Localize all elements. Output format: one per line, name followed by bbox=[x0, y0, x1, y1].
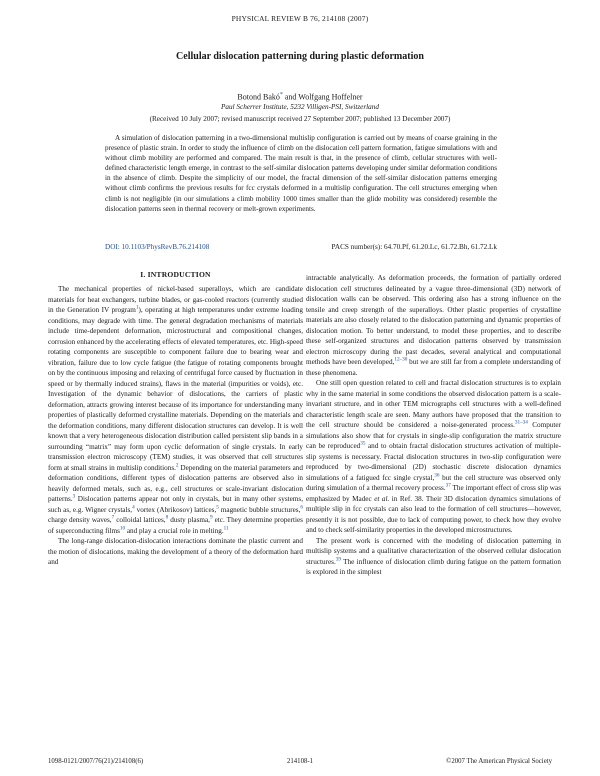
citation-link[interactable]: 8 bbox=[165, 514, 169, 521]
doi-link[interactable]: DOI: 10.1103/PhysRevB.76.214108 bbox=[105, 243, 210, 251]
right-column bbox=[306, 273, 561, 578]
article-title: Cellular dislocation patterning during plastic deformation bbox=[176, 51, 424, 62]
citation-link[interactable]: 10 bbox=[119, 525, 126, 532]
pacs-numbers: PACS number(s): 64.70.Pf, 61.20.Lc, 61.72.Bh, 61.72.Lk bbox=[331, 243, 497, 251]
footer-issn: 1098-0121/2007/76(21)/214108(6) bbox=[48, 758, 144, 765]
citation-link[interactable]: 35 bbox=[360, 440, 366, 447]
paragraph: The mechanical properties of nickel-based superalloys, which are candidate materials for heat exchangers, turbine blades, or gas-cooled reactors (currently studied in the Generation IV program$^1$), operating at high temperatures under extreme loading conditions, may degrade with time. The general degradation mechanisms of materials include time-dependent deformation, microstructural and compositional changes, corrosion enhanced by the accelerating effects of elevated temperatures, etc. High-speed rotating components are susceptible to component failure due to bearing wear and vibration, failure due to low cycle fatigue (the fatigue of rotating components brought on by the continuous imposing and relaxing of centrifugal force caused by fluctuation in speed or by thermally induced strains), flaws in the material (impurities or voids), etc. Investigation of the dynamic behavior of dislocations, the carriers of plastic deformation, attracts growing interest because of its importance for understanding many properties of plastically deformed crystalline materials. Depending on the materials and the deformation conditions, many different dislocation structures can develop. It is well known that a very heterogeneous dislocation distribution called persistent slip bands in a surrounding “matrix” may form upon cyclic deformation of single crystals. In early transmission electron microscopy (TEM) studies, it was observed that cell structures form at small strains in multislip conditions.$^2$ Depending on the material parameters and deformation conditions, different types of dislocation patterns are observed also in heavily deformed metals, such as, e.g., cell structures or scale-invariant dislocation patterns.$^3$ Dislocation patterns appear not only in crystals, but in many other systems, such as, e.g. Wigner crystals,$^4$ vortex (Abrikosov) lattices,$^5$ magnetic bubble structures,$^6$ charge density waves,$^7$ colloidal lattices,$^8$ dusty plasma,$^9$ etc. They determine properties of superconducting films$^{10}$ and play a crucial role in melting.$^{11}$ bbox=[48, 285, 303, 535]
page-footer bbox=[48, 758, 552, 765]
citation-link[interactable]: 39 bbox=[335, 556, 341, 563]
citation-link[interactable]: 3 bbox=[72, 493, 76, 500]
running-head: PHYSICAL REVIEW B 76, 214108 (2007) bbox=[231, 14, 369, 23]
citation-link[interactable]: 31–34 bbox=[514, 419, 528, 426]
citation-link[interactable]: 7 bbox=[111, 514, 115, 521]
citation-link[interactable]: 11 bbox=[223, 525, 229, 532]
author-1: Botond Bakó bbox=[237, 92, 280, 102]
footer-copyright: ©2007 The American Physical Society bbox=[446, 758, 552, 765]
citation-link[interactable]: 9 bbox=[209, 514, 213, 521]
paragraph: The long-range dislocation-dislocation interactions dominate the plastic current and the motion of dislocations, making the development of a theory of the deformation hard and bbox=[48, 537, 303, 566]
citation-link[interactable]: 5 bbox=[216, 504, 219, 511]
citation-link[interactable]: 36 bbox=[434, 472, 440, 479]
doi-pacs-line bbox=[105, 243, 497, 251]
paragraph: One still open question related to cell and fractal dislocation structures is to explain why in the same material in some conditions the observed dislocation pattern is a scale-invariant structure, and in other TEM micrographs cell structures with a well-defined characteristic length scale are seen. Many authors have proposed that the transition to the cell structure should be considered a noise-generated process.$^{31-34}$ Computer simulations also show that for crystals in single-slip configuration the matrix structure can be reproduced$^{35}$ and to obtain fractal dislocation structures activation of multiple-slip systems is necessary. Fractal dislocation structures in two-slip configuration were reproduced by two-dimensional (2D) stochastic discrete dislocation dynamics simulations of a fatigued fcc single crystal,$^{36}$ but the cell structure was observed only during simulation of a thermal recovery process.$^{37}$ The important effect of cross slip was emphasized by Madec et al. in Ref. 38. Their 3D dislocation dynamics simulations of multiple slip in fcc crystals can also lead to the formation of cell structures—however, presently it is not possible, due to lack of computing power, to check how they evolve and to check self-similarity properties in the developed microstructures. bbox=[306, 379, 562, 534]
author-2: and Wolfgang Hoffelner bbox=[282, 92, 363, 102]
paragraph: The present work is concerned with the modeling of dislocation patterning in multislip systems and a qualitative characterization of the observed cellular dislocation structures.$^{39}$ The influence of dislocation climb during fatigue on the pattern formation is explored in the simplest bbox=[306, 536, 561, 576]
section-heading: I. INTRODUCTION bbox=[140, 270, 211, 279]
citation-link[interactable]: 6 bbox=[300, 504, 303, 511]
affiliation: Paul Scherrer Institute, 5232 Villigen-PSI, Switzerland bbox=[221, 103, 379, 111]
left-column bbox=[48, 284, 303, 568]
footer-page-number: 214108-1 bbox=[286, 758, 314, 765]
citation-link[interactable]: 1 bbox=[135, 304, 139, 311]
citation-link[interactable]: 2 bbox=[175, 462, 179, 469]
authors bbox=[0, 92, 600, 102]
citation-link[interactable]: 4 bbox=[132, 504, 135, 511]
citation-link[interactable]: 37 bbox=[445, 482, 451, 489]
publication-history: (Received 10 July 2007; revised manuscript received 27 September 2007; published 13 December 2007) bbox=[149, 115, 451, 123]
abstract: A simulation of dislocation patterning in a two-dimensional multislip configuration is carried out by means of coarse graining in the presence of plastic strain. In order to study the influence of climb on the dislocation cell pattern formation, fatigue simulations with and without climb mobility are performed and compared. The main result is that, in the presence of climb, cellular structures with well-defined characteristic length emerge, in contrast to the self-similar dislocation patterns developing under similar deformation conditions in the absence of climb. Despite the simplicity of our model, the fractal dimension of the self-similar dislocation patterns emerging without climb confirms the previous results for fcc crystals deformed in a multislip configuration. The cell structures emerging when climb is not negligible (in our simulations a climb mobility 1000 times smaller than the glide mobility was considered) resemble the dislocation patterns seen in thermal recovery or melt-grown experiments. bbox=[105, 134, 497, 213]
paragraph: intractable analytically. As deformation proceeds, the formation of partially ordered dislocation cell structures delineated by a vague three-dimensional (3D) network of dislocation walls can be observed. This ordering also has a strong influence on the tensile and creep strength of the superalloys. Other plastic properties of crystalline materials are also closely related to the dislocation patterning and dynamic properties of dislocation motion. To better understand, to model these properties, and to describe these self-organized structures and dislocation patterns observed by transmission electron microscopy during the past decades, several analytical and computational methods have been developed,$^{12-30}$ but we are still far from a complete understanding of these phenomena. bbox=[306, 274, 561, 377]
author-footnote-link[interactable]: * bbox=[279, 92, 283, 98]
citation-link[interactable]: 12–30 bbox=[394, 356, 408, 363]
